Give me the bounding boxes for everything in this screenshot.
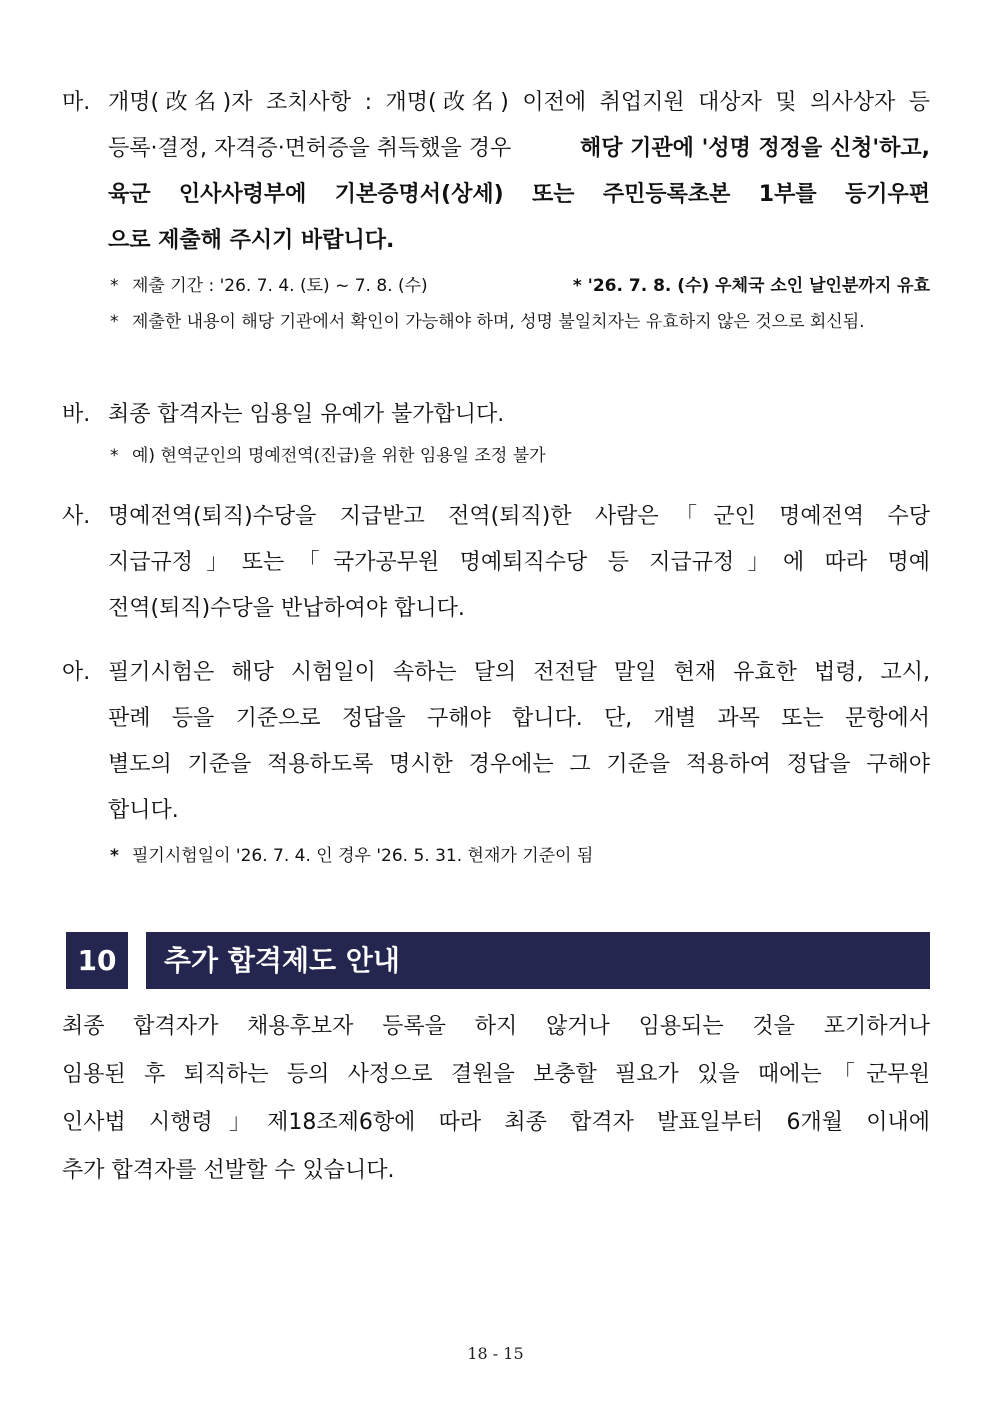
note-text: 제출 기간 : '26. 7. 4. (토) ~ 7. 8. (수)	[132, 276, 428, 296]
paragraph-line-1: 최종 합격자가 채용후보자 등록을 하지 않거나 임용되는 것을 포기하거나	[62, 1014, 930, 1039]
item-a-line-2: 판례 등을 기준으로 정답을 구해야 합니다. 단, 개별 과목 또는 문항에서	[108, 706, 930, 731]
item-ma-note-2	[110, 304, 930, 340]
item-ma-note-1	[110, 268, 930, 304]
item-ma-line-2	[108, 126, 930, 172]
section-number: 10	[66, 932, 128, 989]
item-ma-line-4: 으로 제출해 주시기 바랍니다.	[108, 228, 395, 253]
note-star: *	[110, 312, 119, 332]
page-number: 18 - 15	[467, 1344, 524, 1363]
item-marker: 아.	[62, 660, 91, 685]
item-a-line-3: 별도의 기준을 적용하도록 명시한 경우에는 그 기준을 적용하여 정답을 구해야	[108, 752, 930, 777]
item-a-line-4: 합니다.	[108, 798, 179, 823]
item-ba-note	[110, 438, 930, 474]
item-sa-line-1: 명예전역(퇴직)수당을 지급받고 전역(퇴직)한 사람은「군인 명예전역 수당	[108, 504, 930, 529]
note-star: *	[110, 276, 119, 296]
item-ma	[62, 80, 930, 340]
section-heading	[66, 932, 930, 989]
note-text: 필기시험일이 '26. 7. 4. 인 경우 '26. 5. 31. 현재가 기준이 됨	[132, 846, 594, 866]
item-ma-line-2-bold: 해당 기관에 '성명 정정을 신청'하고,	[580, 136, 930, 161]
item-marker: 마.	[62, 90, 91, 115]
item-a-note	[110, 838, 930, 874]
section-paragraph	[62, 1003, 930, 1195]
item-ma-line-3: 육군 인사사령부에 기본증명서(상세) 또는 주민등록초본 1부를 등기우편	[108, 182, 930, 207]
item-ma-line-2-text: 등록·결정, 자격증·면허증을 취득했을 경우	[108, 136, 512, 161]
item-ba	[62, 392, 930, 474]
item-ba-line-1: 최종 합격자는 임용일 유예가 불가합니다.	[108, 402, 505, 427]
note-text: 제출한 내용이 해당 기관에서 확인이 가능해야 하며, 성명 불일치자는 유효하지 않은 것으로 회신됨.	[132, 312, 865, 332]
note-bold-text: * '26. 7. 8. (수) 우체국 소인 날인분까지 유효	[572, 276, 930, 296]
item-a-line-1: 필기시험은 해당 시험일이 속하는 달의 전전달 말일 현재 유효한 법령, 고시,	[108, 660, 930, 685]
paragraph-line-2: 임용된 후 퇴직하는 등의 사정으로 결원을 보충할 필요가 있을 때에는「군무원	[62, 1062, 930, 1087]
item-ma-line-1: 개명(改名)자 조치사항 : 개명(改名) 이전에 취업지원 대상자 및 의사상자 등	[108, 90, 930, 115]
note-star: *	[110, 446, 119, 466]
section-title: 추가 합격제도 안내	[146, 932, 930, 989]
item-a	[62, 650, 930, 874]
note-text: 예) 현역군인의 명예전역(진급)을 위한 임용일 조정 불가	[132, 446, 546, 466]
item-sa	[62, 494, 930, 632]
item-sa-line-3: 전역(퇴직)수당을 반납하여야 합니다.	[108, 596, 465, 621]
paragraph-line-3: 인사법 시행령」제18조제6항에 따라 최종 합격자 발표일부터 6개월 이내에	[62, 1110, 930, 1135]
note-star: *	[110, 846, 119, 866]
paragraph-line-4: 추가 합격자를 선발할 수 있습니다.	[62, 1158, 395, 1183]
item-marker: 사.	[62, 504, 91, 529]
item-marker: 바.	[62, 402, 91, 427]
item-sa-line-2: 지급규정」또는「국가공무원 명예퇴직수당 등 지급규정」에 따라 명예	[108, 550, 930, 575]
